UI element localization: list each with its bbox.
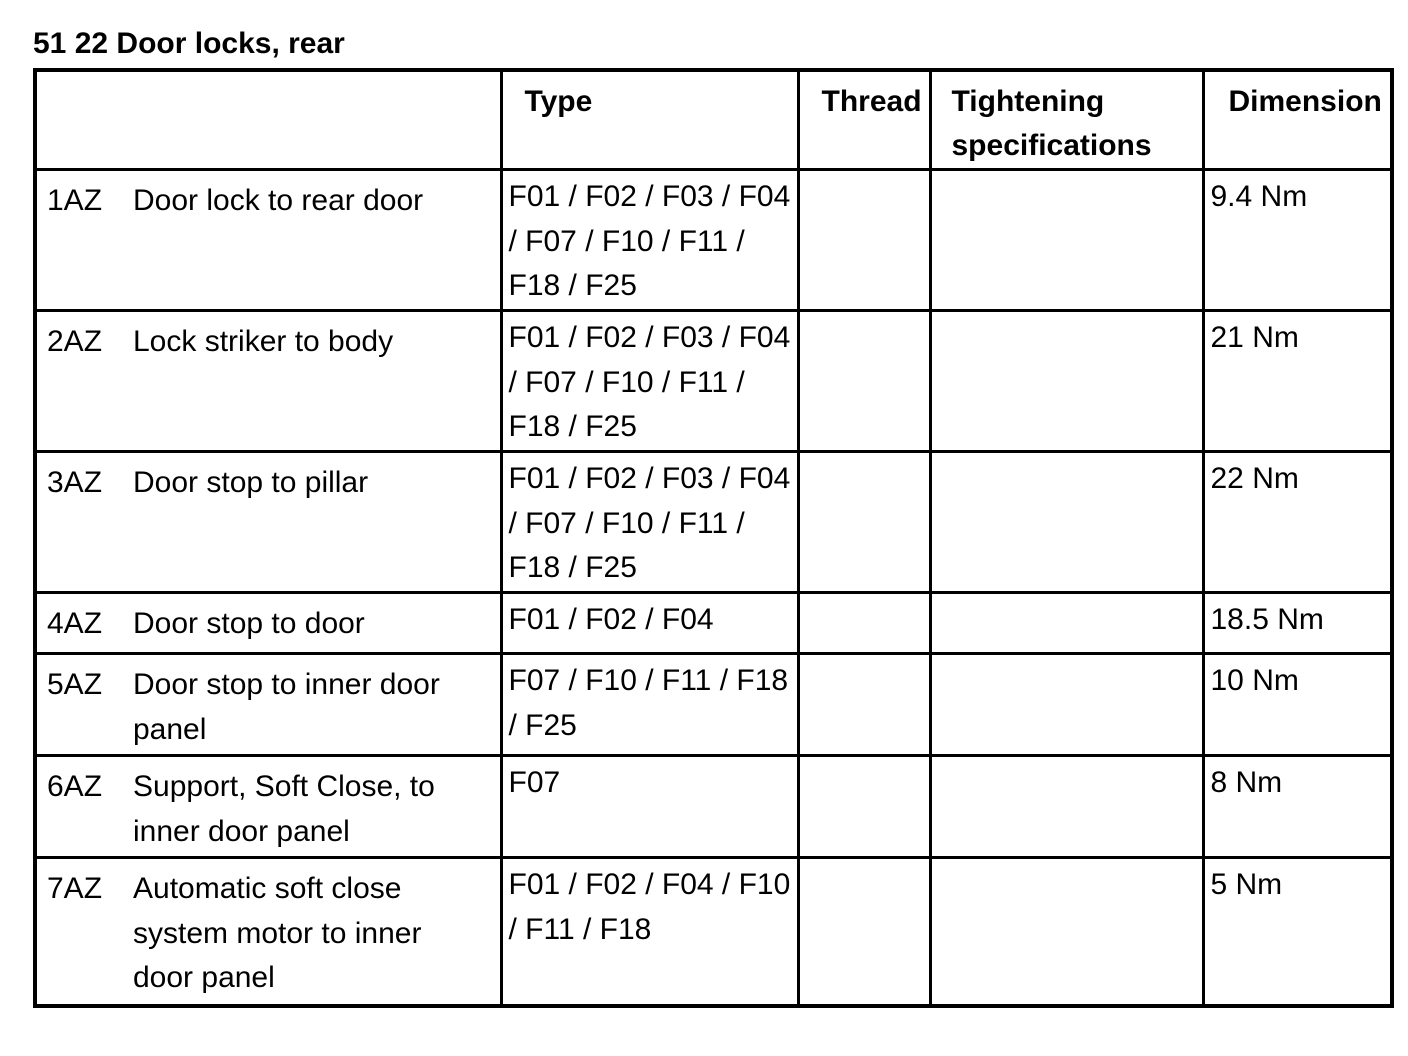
header-dimension: Dimension (1203, 70, 1392, 170)
item-cell (35, 858, 501, 1006)
type-cell: F01 / F02 / F04 (501, 593, 798, 654)
type-cell: F01 / F02 / F03 / F04 / F07 / F10 / F11 / F18 / F25 (501, 452, 798, 593)
tightening-cell (930, 452, 1203, 593)
table-row (35, 858, 1392, 1006)
type-cell: F01 / F02 / F03 / F04 / F07 / F10 / F11 / F18 / F25 (501, 170, 798, 311)
table-row (35, 756, 1392, 858)
thread-cell (798, 654, 930, 756)
item-code: 6AZ (47, 770, 103, 803)
item-description: Lock striker to body (133, 325, 394, 358)
item-code: 1AZ (47, 184, 103, 217)
thread-cell (798, 452, 930, 593)
table-row (35, 311, 1392, 452)
item-cell (35, 756, 501, 858)
dimension-cell: 18.5 Nm (1203, 593, 1392, 654)
tightening-cell (930, 858, 1203, 1006)
thread-cell (798, 756, 930, 858)
item-code: 7AZ (47, 872, 103, 905)
tightening-cell (930, 311, 1203, 452)
thread-cell (798, 170, 930, 311)
thread-cell (798, 593, 930, 654)
item-description: Door stop to inner door panel (133, 668, 440, 746)
table-row (35, 654, 1392, 756)
type-cell: F07 / F10 / F11 / F18 / F25 (501, 654, 798, 756)
table-row (35, 452, 1392, 593)
item-code: 5AZ (47, 668, 103, 701)
item-description: Automatic soft close system motor to inner door panel (133, 872, 422, 994)
item-description: Support, Soft Close, to inner door panel (133, 770, 435, 848)
tightening-cell (930, 756, 1203, 858)
dimension-cell: 5 Nm (1203, 858, 1392, 1006)
tightening-cell (930, 654, 1203, 756)
item-description: Door stop to pillar (133, 466, 369, 499)
table-header-row (35, 70, 1392, 170)
header-type: Type (501, 70, 798, 170)
table-row (35, 593, 1392, 654)
item-code: 4AZ (47, 607, 103, 640)
item-code: 3AZ (47, 466, 103, 499)
item-cell (35, 654, 501, 756)
thread-cell (798, 858, 930, 1006)
header-description (35, 70, 501, 170)
dimension-cell: 8 Nm (1203, 756, 1392, 858)
tightening-cell (930, 170, 1203, 311)
page-title: 51 22 Door locks, rear (33, 27, 345, 60)
item-cell (35, 593, 501, 654)
header-thread: Thread (798, 70, 930, 170)
type-cell: F07 (501, 756, 798, 858)
item-cell (35, 170, 501, 311)
header-tightening: Tightening specifications (930, 70, 1203, 170)
tightening-torque-table (33, 68, 1394, 1008)
item-description: Door stop to door (133, 607, 365, 640)
item-cell (35, 311, 501, 452)
type-cell: F01 / F02 / F03 / F04 / F07 / F10 / F11 / F18 / F25 (501, 311, 798, 452)
tightening-cell (930, 593, 1203, 654)
item-cell (35, 452, 501, 593)
table-row (35, 170, 1392, 311)
dimension-cell: 9.4 Nm (1203, 170, 1392, 311)
item-description: Door lock to rear door (133, 184, 424, 217)
dimension-cell: 22 Nm (1203, 452, 1392, 593)
type-cell: F01 / F02 / F04 / F10 / F11 / F18 (501, 858, 798, 1006)
dimension-cell: 10 Nm (1203, 654, 1392, 756)
dimension-cell: 21 Nm (1203, 311, 1392, 452)
thread-cell (798, 311, 930, 452)
item-code: 2AZ (47, 325, 103, 358)
